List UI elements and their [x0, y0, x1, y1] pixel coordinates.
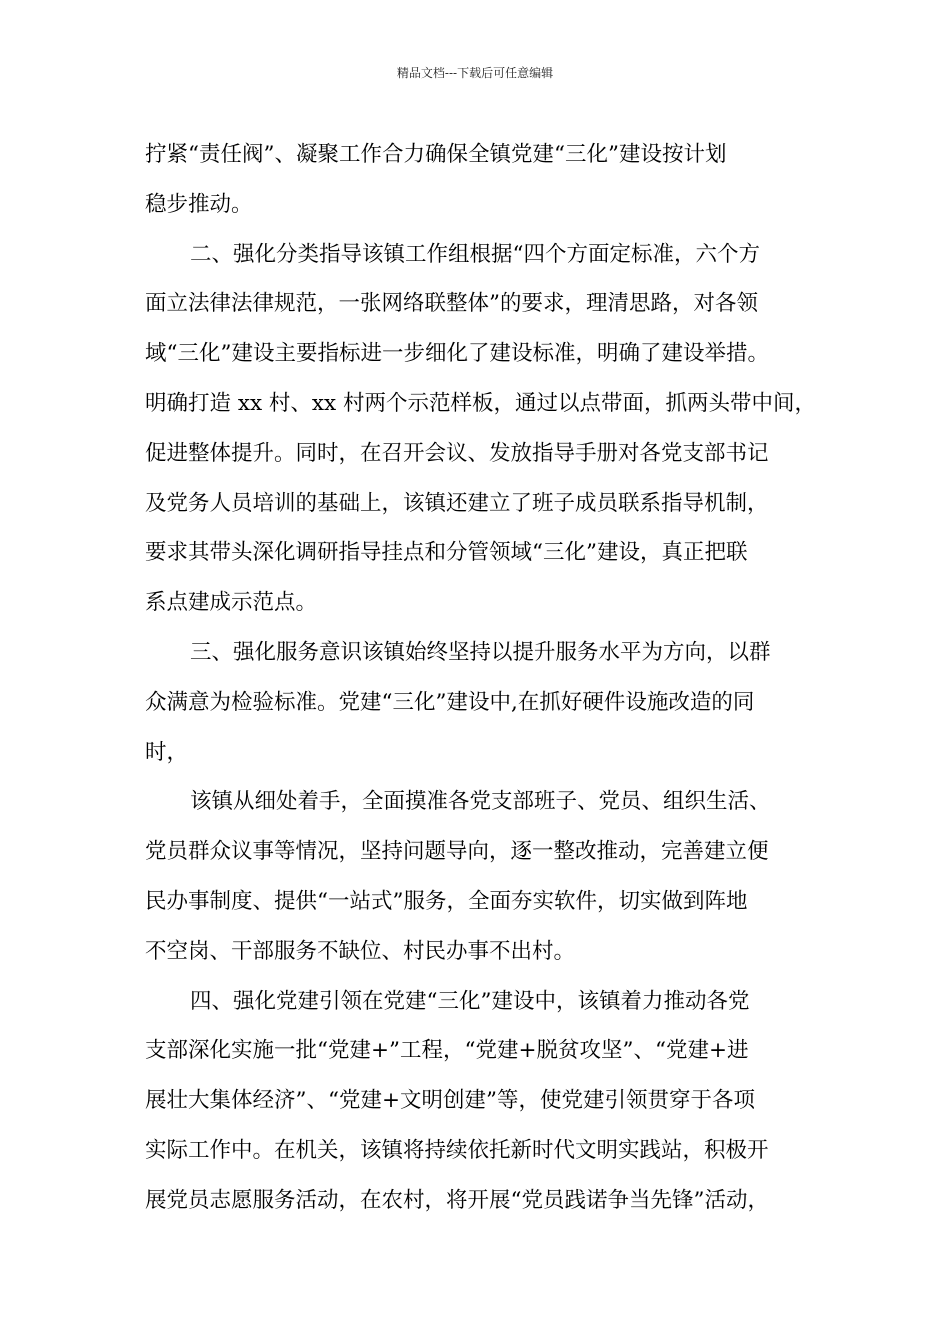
text-line: 面立法律法律规范，一张网络联整体”的要求，理清思路，对各领: [145, 291, 758, 317]
text-line: 民办事制度、提供“一站式”服务，全面夯实软件，切实做到阵地: [145, 888, 748, 914]
text-line: 展壮大集体经济”、“党建+文明创建”等，使党建引领贯穿于各项: [145, 1088, 755, 1114]
text-line: 支部深化实施一批“党建+”工程，“党建+脱贫攻坚”、“党建+进: [145, 1038, 749, 1064]
paragraph-2: [145, 230, 835, 628]
text-line: 党员群众议事等情况，坚持问题导向，逐一整改推动，完善建立便: [145, 839, 769, 865]
page-header: 精品文档---下载后可任意编辑: [396, 66, 554, 80]
text-line: 及党务人员培训的基础上，该镇还建立了班子成员联系指导机制，: [145, 490, 769, 516]
text-line: 时，: [145, 739, 189, 765]
text-line: 明确打造 xx 村、xx 村两个示范样板，通过以点带面，抓两头带中间，: [145, 390, 817, 416]
text-line: 促进整体提升。同时，在召开会议、发放指导手册对各党支部书记: [145, 440, 769, 466]
text-line: 该镇从细处着手，全面摸准各党支部班子、党员、组织生活、: [190, 789, 771, 815]
paragraph-5: [145, 977, 835, 1226]
paragraph-4: [145, 777, 835, 976]
text-line: 要求其带头深化调研指导挂点和分管领域“三化”建设，真正把联: [145, 540, 748, 566]
text-line: 展党员志愿服务活动，在农村，将开展“党员践诺争当先锋”活动，: [145, 1187, 769, 1213]
text-line: 四、强化党建引领在党建“三化”建设中，该镇着力推动各党: [190, 988, 750, 1014]
text-line: 实际工作中。在机关，该镇将持续依托新时代文明实践站，积极开: [145, 1137, 769, 1163]
text-line: 不空岗、干部服务不缺位、村民办事不出村。: [145, 938, 576, 964]
document-body: [145, 130, 835, 1226]
text-line: 域“三化”建设主要指标进一步细化了建设标准，明确了建设举措。: [145, 341, 769, 367]
text-line: 稳步推动。: [145, 191, 253, 217]
text-line: 拧紧“责任阀”、凝聚工作合力确保全镇党建“三化”建设按计划: [145, 142, 727, 167]
text-line: 三、强化服务意识该镇始终坚持以提升服务水平为方向，以群: [190, 639, 771, 665]
paragraph-3: [145, 628, 835, 777]
text-line: 二、强化分类指导该镇工作组根据“四个方面定标准，六个方: [190, 241, 760, 267]
paragraph-1: [145, 130, 835, 230]
text-line: 众满意为检验标准。党建“三化”建设中,在抓好硬件设施改造的同: [145, 689, 755, 715]
text-line: 系点建成示范点。: [145, 590, 318, 616]
